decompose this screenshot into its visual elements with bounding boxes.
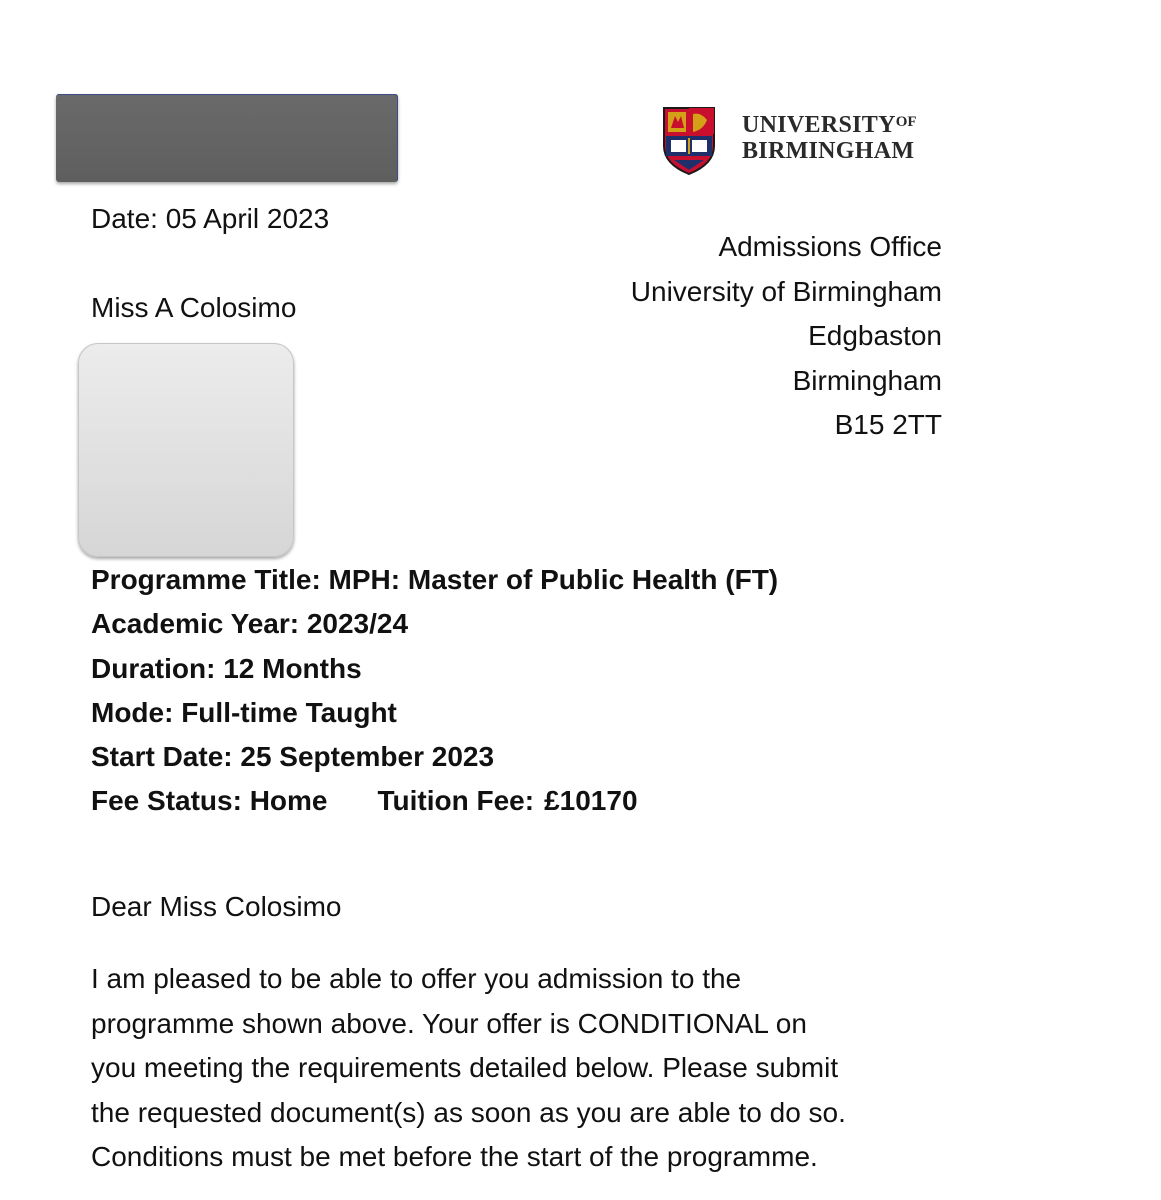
academic-year: Academic Year: 2023/24 <box>91 608 409 640</box>
tuition-fee-label: Tuition Fee: <box>377 785 535 817</box>
mode: Mode: Full-time Taught <box>91 696 397 728</box>
address-line: Admissions Office <box>718 231 942 262</box>
paragraph-line: programme shown above. Your offer is CONDITIONAL on <box>91 1007 807 1039</box>
fee-status: Fee Status: Home <box>91 785 328 817</box>
university-crest-icon <box>662 106 716 176</box>
address-line: B15 2TT <box>834 409 942 440</box>
letter-date: Date: 05 April 2023 <box>91 203 330 234</box>
university-name-of: OF <box>895 114 917 130</box>
programme-title: Programme Title: MPH: Master of Public Health (FT) <box>91 564 779 595</box>
sender-address <box>631 225 942 448</box>
university-name-line1: UNIVERSITY <box>742 112 896 138</box>
recipient-name: Miss A Colosimo <box>91 292 297 323</box>
paragraph-line: I am pleased to be able to offer you admission to the <box>91 963 742 994</box>
address-line: Birmingham <box>792 364 942 396</box>
redaction-block-address <box>78 343 294 557</box>
university-logo <box>662 106 917 176</box>
start-date: Start Date: 25 September 2023 <box>91 741 495 773</box>
programme-details <box>91 558 778 824</box>
paragraph-line: Conditions must be met before the start of the programme. <box>91 1141 818 1172</box>
address-line: University of Birmingham <box>630 275 942 307</box>
salutation: Dear Miss Colosimo <box>91 891 342 922</box>
offer-paragraph <box>91 957 951 1180</box>
paragraph-line: the requested document(s) as soon as you are able to do so. <box>91 1096 846 1128</box>
tuition-fee-amount: £10170 <box>544 785 638 817</box>
paragraph-line: you meeting the requirements detailed below. Please submit <box>91 1052 839 1083</box>
duration: Duration: 12 Months <box>91 652 362 684</box>
university-name-line2: BIRMINGHAM <box>742 138 915 164</box>
address-line: Edgbaston <box>808 320 942 351</box>
university-name <box>742 109 917 164</box>
redaction-block-header <box>56 94 398 182</box>
fee-row <box>91 779 778 823</box>
